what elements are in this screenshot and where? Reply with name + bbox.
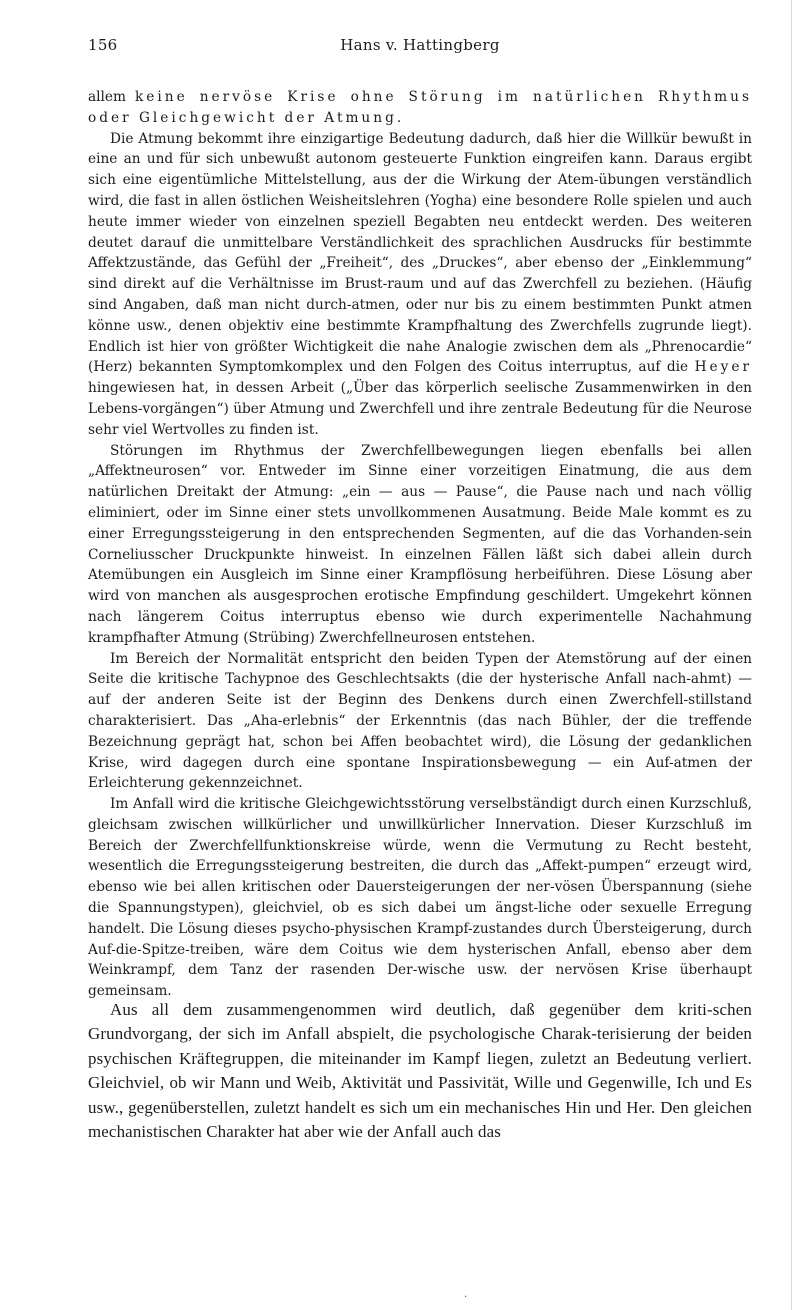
page-header bbox=[88, 36, 752, 58]
paragraph-4: Im Bereich der Normalität entspricht den beiden Typen der Atemstörung auf der einen Seite die kritische Tachypnoe des Geschlechtsakts (die der hysterische Anfall nach-ahmt) — auf der anderen Seite ist der Beginn des Denkens durch einen Zwerchfell-stillstand charakterisiert. Das „Aha-erlebnis“ der Erkenntnis (das nach Bühler, der die treffende Bezeichnung geprägt hat, schon bei Affen beobachtet wird), die Lösung der gedanklichen Krise, wird dagegen durch eine spontane Inspirationsbewegung — ein Auf-atmen der Erleichterung gekennzeichnet. bbox=[88, 650, 752, 792]
print-speck: · bbox=[464, 1292, 468, 1303]
paragraph-3: Störungen im Rhythmus der Zwerchfellbewegungen liegen ebenfalls bei allen „Affektneurosen“ vor. Entweder im Sinne einer vorzeitigen Einatmung, die aus dem natürlichen Dreitakt der Atmung: „ein — aus — Pause“, die Pause nach und nach völlig eliminiert, oder im Sinne einer stets unvollkommenen Ausatmung. Beide Male kommt es zu einer Erregungssteigerung in den entsprechenden Segmenten, auf die das Vorhanden-sein Corneliusscher Druckpunkte hinweist. In einzelnen Fällen läßt sich dabei allein durch Atemübungen ein Ausgleich im Sinne einer Krampflösung herbeiführen. Diese Lösung aber wird von manchen als ausgesprochen erotische Empfindung geschildert. Umgekehrt können nach längerem Coitus interruptus ebenso wie durch experimentelle Nachahmung krampfhafter Atmung (Strübing) Zwerchfellneurosen entstehen. bbox=[88, 442, 752, 646]
paragraph-1-lead: allem bbox=[88, 89, 136, 105]
paragraph-1 bbox=[88, 87, 752, 129]
paragraph-5: Im Anfall wird die kritische Gleichgewichtsstörung verselbständigt durch einen Kurzschluß, gleichsam zwischen willkürlicher und unwillkürlicher Innervation. Dieser Kurzschluß im Bereich der Zwerchfellfunktionskreise würde, wenn die Vermutung zu Recht besteht, wesentlich die Erregungssteigerung bestreiten, die durch das „Affekt-pumpen“ erzeugt wird, ebenso wie bei allen kritischen oder Dauersteigerungen der ner-vösen Überspannung (siehe die Spannungstypen), gleichviel, ob es sich dabei um ängst-liche oder sexuelle Erregung handelt. Die Lösung dieses psycho-physischen Krampf-zustandes durch Übersteigerung, durch Auf-die-Spitze-treiben, wäre dem Coitus wie dem hysterischen Anfall, ebenso aber dem Weinkrampf, dem Tanz der rasenden Der-wische usw. der nervösen Krise überhaupt gemeinsam. bbox=[88, 796, 752, 1000]
author-name-heyer: Heyer bbox=[694, 359, 752, 376]
emphasized-spaced-text: keine nervöse Krise ohne Störung im natürlichen Rhythmus oder Gleichgewicht der Atmung bbox=[88, 89, 752, 126]
paragraph-2 bbox=[88, 129, 752, 441]
page-edge-line bbox=[791, 0, 792, 1310]
body-text bbox=[88, 87, 752, 1002]
summary-paragraph: Aus all dem zusammengenommen wird deutlich, daß gegenüber dem kriti-schen Grundvorgang, der sich im Anfall abspielt, die psychologische Charak-terisierung der beiden psychischen Kräftegruppen, die miteinander im Kampf liegen, zuletzt an Bedeutung verliert. Gleichviel, ob wir Mann und Weib, Aktivität und Passivität, Wille und Gegenwille, Ich und Es usw., gegenüberstellen, zuletzt handelt es sich um ein mechanisches Hin und Her. Den gleichen mechanistischen Charakter hat aber wie der Anfall auch das bbox=[88, 1000, 752, 1142]
summary-block bbox=[88, 998, 752, 1144]
paragraph-2-text: Die Atmung bekommt ihre einzigartige Bedeutung dadurch, daß hier die Willkür bewußt in eine an und für sich unbewußt autonom gesteuerte Funktion eingreifen kann. Daraus ergibt sich eine eigentümliche Mittelstellung, aus der die Wirkung der Atem-übungen verständlich wird, die fast in allen östlichen Weisheitslehren (Yogha) eine besondere Rolle spielen und auch heute immer wieder von einzelnen speziell Begabten neu entdeckt werden. Des weiteren deutet darauf die unmittelbare Verständlichkeit des sprachlichen Ausdrucks für bestimmte Affektzustände, das Gefühl der „Freiheit“, des „Druckes“, aber ebenso der „Einklemmung“ sind direkt auf die Verhältnisse im Brust-raum und auf das Zwerchfell zu beziehen. (Häufig sind Angaben, daß man nicht durch-atmen, oder nur bis zu einem bestimmten Punkt atmen könne usw., denen objektiv eine bestimmte Krampfhaltung des Zwerchfells zugrunde liegt). Endlich ist hier von größter Wichtigkeit die nahe Analogie zwischen dem als „Phrenocardie“ (Herz) bekannten Symptomkomplex und den Folgen des Coitus interruptus, auf die bbox=[88, 130, 752, 376]
paragraph-1-end: . bbox=[396, 109, 402, 126]
running-title: Hans v. Hattingberg bbox=[340, 36, 500, 54]
page-number: 156 bbox=[88, 36, 118, 54]
paragraph-2-text-end: hingewiesen hat, in dessen Arbeit („Über das körperlich seelische Zusammenwirken in den Lebens-vorgängen“) über Atmung und Zwerchfell und ihre zentrale Bedeutung für die Neurose sehr viel Wertvolles zu finden ist. bbox=[88, 380, 752, 438]
